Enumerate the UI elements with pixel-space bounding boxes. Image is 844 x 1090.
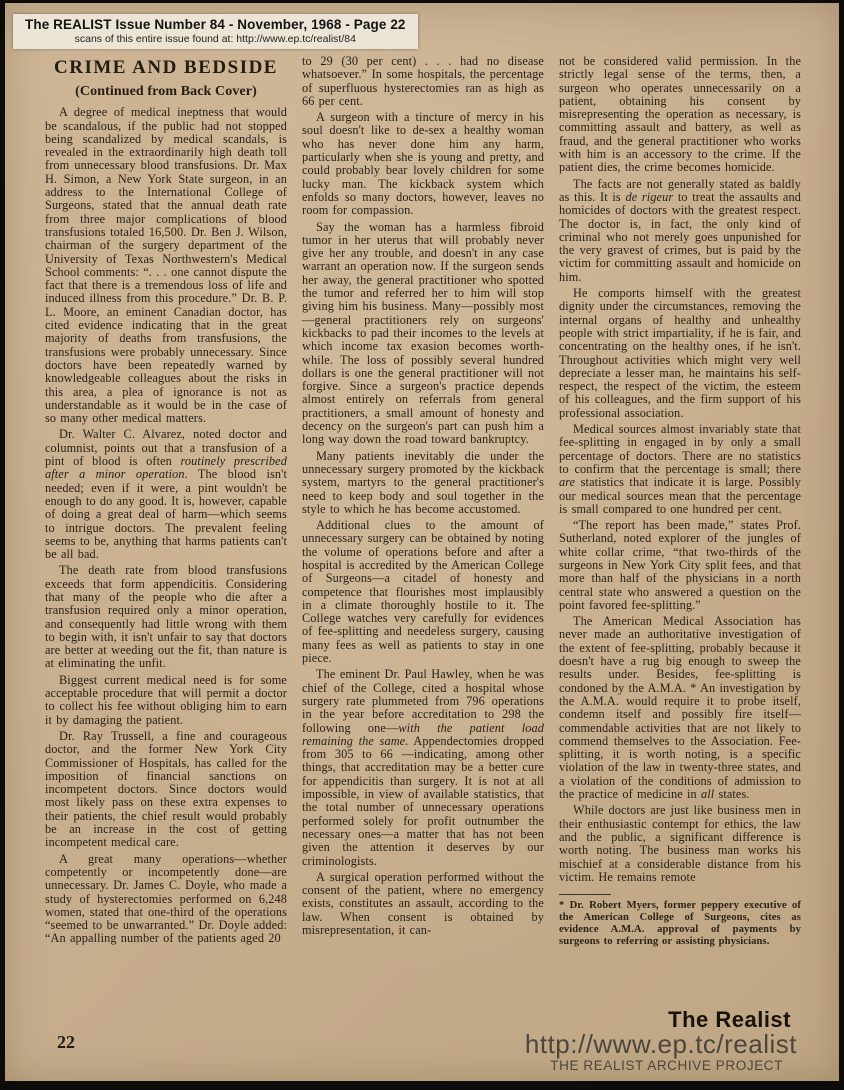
paragraph: A surgeon with a tincture of mercy in his soul doesn't like to de-sex a healthy woman who has never done him any harm, particularly when she is young and pretty, and could probably bear lovely children for some lucky man. The kickback system which enfolds so many doctors, however, leaves no room for compassion.	[302, 110, 544, 218]
realist-logo: The Realist	[668, 1007, 791, 1032]
paragraph: Biggest current medical need is for some acceptable procedure that will permit a doctor to collect his fee without obliging him to earn it by damaging the patient.	[45, 672, 287, 727]
scanned-page	[5, 3, 839, 1081]
paragraph: The American Medical Association has never made an authoritative investigation of the extent of fee-splitting, probably because it doesn't have a rug big enough to sweep the results under. Besides, fee-splitting is condoned by the A.M.A. * An investigation by the A.M.A. would require it to probe itself, condemn itself and possibly fire itself—commendable activities that are not likely to commend themselves to the Association. Fee-splitting, it is worth noting, is a specific violation of the law in twenty-three states, and a violation of the conditions of admission to the practice of medicine in all states.	[559, 614, 801, 802]
page-number: 22	[57, 1032, 75, 1052]
scan-header-label	[13, 14, 418, 49]
paragraph: Say the woman has a harmless fibroid tumor in her uterus that will probably never give her any trouble, and doesn't in any case warrant an operation now. If the surgeon sends her away, the general practitioner who spotted the tumor and referred her to him will stop giving him his business. Many—possibly most—general practitioners rely on surgeons' kickbacks to pad their incomes to the levels at which income tax exasion becomes worth-while. The loss of possibly several hundred dollars is one the general practitioner will not forgive. Since a surgeon's practice depends almost entirely on referrals from general practitioners, a small amount of honesty and decency on the surgeon's part can push him a long way down the road toward bankruptcy.	[302, 219, 544, 447]
paragraph: A degree of medical ineptness that would be scandalous, if the public had not stopped being scandalized by medical scandals, is revealed in the extraordinarily high death toll from unnecessary blood transfusions. Dr. Max H. Simon, a New York State surgeon, in an address to the International College of Surgeons, stated that the annual death rate from three major complications of blood transfusions totaled 16,500. Dr. Ben J. Wilson, chairman of the surgery department of the University of Texas Northwestern's Medical School comments: “. . . one cannot dispute the fact that there is a tremendous loss of life and induced illness from this procedure.” Dr. B. P. L. Moore, an eminent Canadian doctor, has cited evidence indicating that in the great majority of deaths from transfusions, the transfusions were probably unnecessary. Since doctors have been repeatedly warned by knowledgeable colleagues about the risks in this area, a plea of ignorance is not as understandable as it would be in the case of so many other medical matters.	[45, 105, 287, 426]
footnote: * Dr. Robert Myers, former peppery executive of the American College of Surgeons, cites as evidence A.M.A. approval of payments by surgeons to referring or assisting physicians.	[559, 900, 801, 948]
paragraph: The eminent Dr. Paul Hawley, when he was chief of the College, cited a hospital whose surgery rate plummeted from 796 operations in the year before accreditation to 298 the following one—with the patient load remaining the same. Appendectomies dropped from 305 to 66 —indicating, among other things, that accreditation may be a better cure for appendicitis than surgery. It is not at all impossible, in view of available statistics, that the total number of unnecessary operations performed solely for profit outnumber the necessary ones—a matter that has not been given the attention it deserves by our criminologists.	[302, 667, 544, 868]
paragraph: not be considered valid permission. In the strictly legal sense of the terms, then, a surgeon who operates unnecessarily on a patient, obtaining his consent by misrepresenting the operation as necessary, is committing assault and battery, as well as fraud, and the general practitioner who works with him is an accessory to the crime. If the patient dies, the crime becomes homicide.	[559, 54, 801, 175]
column-1	[45, 55, 287, 949]
paragraph: A surgical operation performed without the consent of the patient, where no emergency exists, constitutes an assault, according to the law. When consent is obtained by misrepresentation, it can-	[302, 869, 544, 937]
article-title: CRIME AND BEDSIDE	[54, 57, 278, 78]
archive-footer	[525, 1009, 797, 1073]
archive-project-label: THE REALIST ARCHIVE PROJECT	[550, 1058, 783, 1073]
scan-header-title: The REALIST Issue Number 84 - November, 1968 - Page 22	[25, 17, 406, 32]
paragraph: “The report has been made,” states Prof. Sutherland, noted explorer of the jungles of white collar crime, “that two-thirds of the surgeons in New York City split fees, and that more than half of the physicians in a north central state who answered a question on the point favored fee-splitting.”	[559, 518, 801, 612]
column-3	[559, 55, 801, 949]
paragraph: He comports himself with the greatest dignity under the circumstances, removing the internal organs of healthy and unhealthy people with strict impartiality, if he is fair, and concentrating on the healthy ones, if he isn't. Throughout activities which might very well depreciate a lesser man, he maintains his self-respect, the respect of the victim, the esteem of his colleagues, and the firm support of his professional association.	[559, 286, 801, 420]
paragraph: Dr. Ray Trussell, a fine and courageous doctor, and the former New York City Commissioner of Hospitals, has called for the imposition of financial sanctions on incompetent doctors. Since doctors would most likely pass on these extra expenses to their patients, the chief result would probably be an increase in the cost of getting incompetent medical care.	[45, 728, 287, 850]
paragraph: The death rate from blood transfusions exceeds that form appendicitis. Considering that many of the people who die after a transfusion required only a minor operation, and consequently had little wrong with them to begin with, it isn't unfair to say that doctors are better at weeding out the fit, than nature is at eliminating the unfit.	[45, 563, 287, 671]
scan-header-url: scans of this entire issue found at: http://www.ep.tc/realist/84	[74, 33, 356, 45]
paragraph: Many patients inevitably die under the unnecessary surgery promoted by the kickback system, martyrs to the general practitioner's need to keep body and soul together in the style to which he has become accustomed.	[302, 448, 544, 516]
paragraph: to 29 (30 per cent) . . . had no disease whatsoever.” In some hospitals, the percentage of superfluous hysterectomies ran as high as 66 per cent.	[302, 54, 544, 108]
article-body	[45, 55, 801, 949]
footnote-divider	[559, 894, 611, 895]
paragraph: The facts are not generally stated as baldly as this. It is de rigeur to treat the assaults and homicides of doctors with the greatest respect. The doctor is, in fact, the only kind of criminal who not merely goes unpunished for the very gravest of crimes, but is paid by the victim for committing assault and homicide on him.	[559, 176, 801, 284]
paragraph: While doctors are just like business men in their enthusiastic contempt for ethics, the law and the public, a significant difference is worth noting. The business man works his mischief at a considerable distance from his victim. He remains remote	[559, 803, 801, 884]
column-2	[302, 55, 544, 949]
paragraph: A great many operations—whether competently or incompetently done—are unnecessary. Dr. James C. Doyle, who made a study of hysterectomies performed on 6,248 women, stated that one-third of the operations “seemed to be unwarranted.” Dr. Doyle added: “An appalling number of the patients aged 20	[45, 851, 287, 946]
paragraph: Additional clues to the amount of unnecessary surgery can be obtained by noting the volume of operations before and after a hospital is accredited by the American College of Surgeons—a citadel of honesty and competence that flourishes most implausibly in a climate thoroughly hostile to it. The College watches very carefully for evidences of fee-splitting and needeless surgery, causing many fees as well as patients to stay in one piece.	[302, 518, 544, 666]
paragraph: Medical sources almost invariably state that fee-splitting in engaged in by only a small percentage of doctors. There are no statistics to confirm that the percentage is small; there are statistics that indicate it is large. Possibly our medical sources mean that the percentage is small compared to one hundred per cent.	[559, 422, 801, 516]
paragraph: Dr. Walter C. Alvarez, noted doctor and columnist, points out that a transfusion of a pint of blood is often routinely prescribed after a minor operation. The blood isn't needed; even if it were, a pint wouldn't be enough to do any good. It is, however, capable of doing a great deal of harm—which seems to intrigue doctors. The prevalent feeling seems to be, anything that harms patients can't be all bad.	[45, 427, 288, 562]
article-subtitle: (Continued from Back Cover)	[75, 84, 257, 99]
archive-url: http://www.ep.tc/realist	[524, 1029, 797, 1059]
